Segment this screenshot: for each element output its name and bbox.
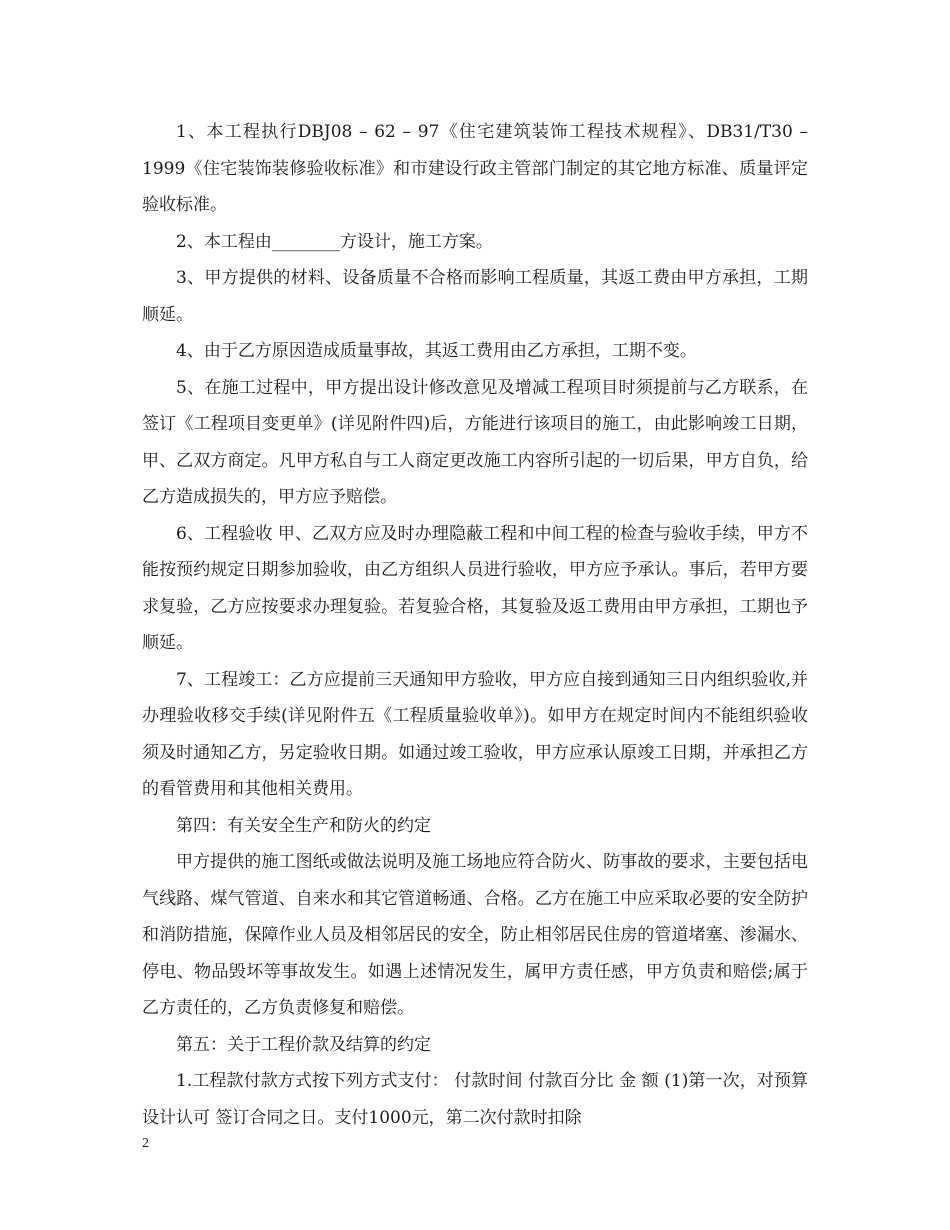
paragraph-clause-6: 6、工程验收 甲、乙双方应及时办理隐蔽工程和中间工程的检查与验收手续，甲方不能按预约规定日期参加验收，由乙方组织人员进行验收，甲方应予承认。事后，若甲方要求复验，乙方应按要求办理复验。若复验合格，其复验及返工费用由甲方承担，工期也予顺延。 [142, 523, 808, 653]
document-body [142, 114, 808, 1136]
paragraph-clause-1: 1、本工程执行DBJ08 – 62 – 97《住宅建筑装饰工程技术规程》、DB31/T30 – 1999《住宅装饰装修验收标准》和市建设行政主管部门制定的其它地方标准、质量评定验收标准。 [142, 122, 808, 215]
paragraph-clause-3: 3、甲方提供的材料、设备质量不合格而影响工程质量，其返工费由甲方承担，工期顺延。 [142, 268, 808, 325]
section-heading-safety: 第四：有关安全生产和防火的约定 [176, 815, 431, 836]
paragraph-clause-2: 2、本工程由________方设计，施工方案。 [176, 231, 493, 252]
section-heading-payment: 第五：关于工程价款及结算的约定 [176, 1034, 431, 1055]
paragraph-clause-5: 5、在施工过程中，甲方提出设计修改意见及增减工程项目时须提前与乙方联系，在签订《工程项目变更单》(详见附件四)后，方能进行该项目的施工，由此影响竣工日期，甲、乙双方商定。凡甲方私自与工人商定更改施工内容所引起的一切后果，甲方自负，给乙方造成损失的，甲方应予赔偿。 [142, 377, 808, 507]
paragraph-clause-4: 4、由于乙方原因造成质量事故，其返工费用由乙方承担，工期不变。 [176, 341, 697, 361]
paragraph-payment-1: 1.工程款付款方式按下列方式支付： 付款时间 付款百分比 金 额 (1)第一次，对预算设计认可 签订合同之日。支付1000元，第二次付款时扣除 [142, 1071, 808, 1128]
paragraph-clause-7: 7、工程竣工：乙方应提前三天通知甲方验收，甲方应自接到通知三日内组织验收,并办理验收移交手续(详见附件五《工程质量验收单》)。如甲方在规定时间内不能组织验收须及时通知乙方，另定验收日期。如通过竣工验收，甲方应承认原竣工日期，并承担乙方的看管费用和其他相关费用。 [142, 669, 808, 799]
paragraph-safety: 甲方提供的施工图纸或做法说明及施工场地应符合防火、防事故的要求，主要包括电气线路、煤气管道、自来水和其它管道畅通、合格。乙方在施工中应采取必要的安全防护和消防措施，保障作业人员及相邻居民的安全，防止相邻居民住房的管道堵塞、渗漏水、停电、物品毁坏等事故发生。如遇上述情况发生，属甲方责任感，甲方负责和赔偿;属于乙方责任的，乙方负责修复和赔偿。 [142, 852, 808, 1018]
page-number: 2 [142, 1136, 149, 1151]
